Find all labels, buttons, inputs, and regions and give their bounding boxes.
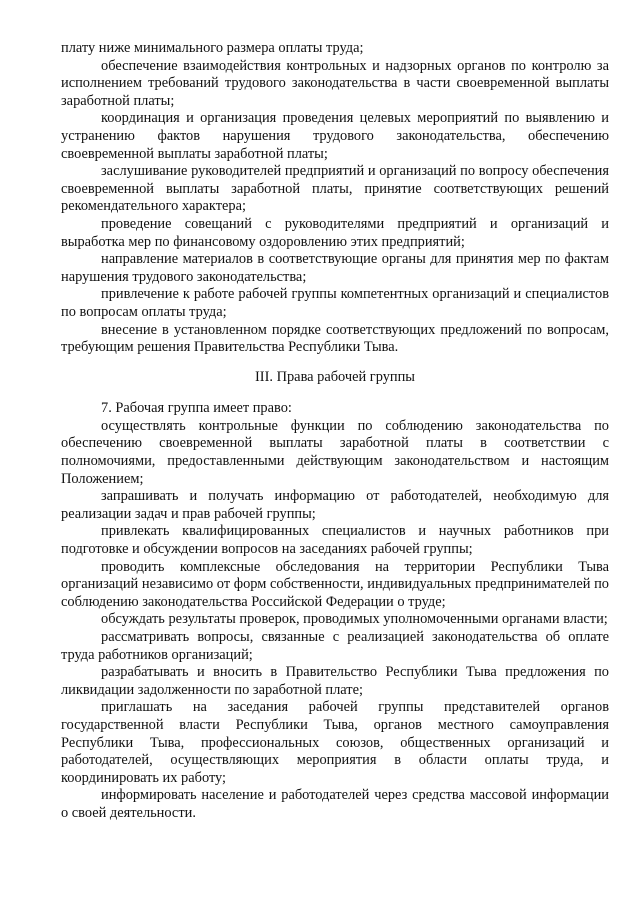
paragraph-duty-interaction: обеспечение взаимодействия контрольных и надзорных органов по контролю за исполнением требований трудового законодательства в части своевременной выплаты заработной платы;	[61, 57, 609, 109]
paragraph-right-discuss-results: обсуждать результаты проверок, проводимых уполномоченными органами власти;	[101, 611, 608, 628]
paragraph-right-inform: информировать население и работодателей через средства массовой информации о своей деятельности.	[61, 787, 609, 821]
paragraph-right-control: осуществлять контрольные функции по соблюдению законодательства по обеспечению своевременной выплаты заработной платы в соответствии с полномочиями, предоставленными действующим законодательством и настоящим Положением;	[61, 417, 609, 487]
paragraph-duty-proposals: внесение в установленном порядке соответствующих предложений по вопросам, требующим решения Правительства Республики Тыва.	[61, 321, 609, 356]
paragraph-duty-coordination: координация и организация проведения целевых мероприятий по выявлению и устранению фактов нарушения трудового законодательства, обеспечению своевременной выплаты заработной платы;	[61, 110, 609, 162]
paragraph-continuation: плату ниже минимального размера оплаты труда;	[61, 40, 364, 56]
paragraph-right-experts: привлекать квалифицированных специалистов и научных работников при подготовке и обсуждении вопросов на заседаниях рабочей группы;	[61, 523, 609, 558]
paragraph-duty-materials: направление материалов в соответствующие органы для принятия мер по фактам нарушения трудового законодательства;	[61, 251, 609, 285]
document-page	[61, 40, 609, 823]
paragraph-duty-involvement: привлечение к работе рабочей группы компетентных организаций и специалистов по вопросам оплаты труда;	[61, 286, 609, 320]
paragraph-right-review-issues: рассматривать вопросы, связанные с реализацией законодательства об оплате труда работников организаций;	[61, 629, 609, 663]
paragraph-duty-hearings: заслушивание руководителей предприятий и организаций по вопросу обеспечения своевременной выплаты заработной платы, принятие соответствующих решений рекомендательного характера;	[61, 163, 609, 215]
paragraph-duty-meetings: проведение совещаний с руководителями предприятий и организаций и выработка мер по финансовому оздоровлению этих предприятий;	[61, 215, 609, 250]
clause-intro: 7. Рабочая группа имеет право:	[101, 400, 292, 417]
paragraph-right-develop-proposals: разрабатывать и вносить в Правительство Республики Тыва предложения по ликвидации задолженности по заработной плате;	[61, 664, 609, 698]
paragraph-right-inspections: проводить комплексные обследования на территории Республики Тыва организаций независимо от форм собственности, индивидуальных предпринимателей по соблюдению законодательства Российской Федерации о труде;	[61, 558, 609, 610]
section-heading: III. Права рабочей группы	[255, 368, 415, 385]
paragraph-right-invite: приглашать на заседания рабочей группы представителей органов государственной власти Республики Тыва, органов местного самоуправления Республики Тыва, профессиональных союзов, общественных организаций и работодателей, осуществляющих мероприятия в области оплаты труда, и координировать их работу;	[61, 699, 609, 786]
paragraph-right-request-info: запрашивать и получать информацию от работодателей, необходимую для реализации задач и прав рабочей группы;	[61, 488, 609, 522]
